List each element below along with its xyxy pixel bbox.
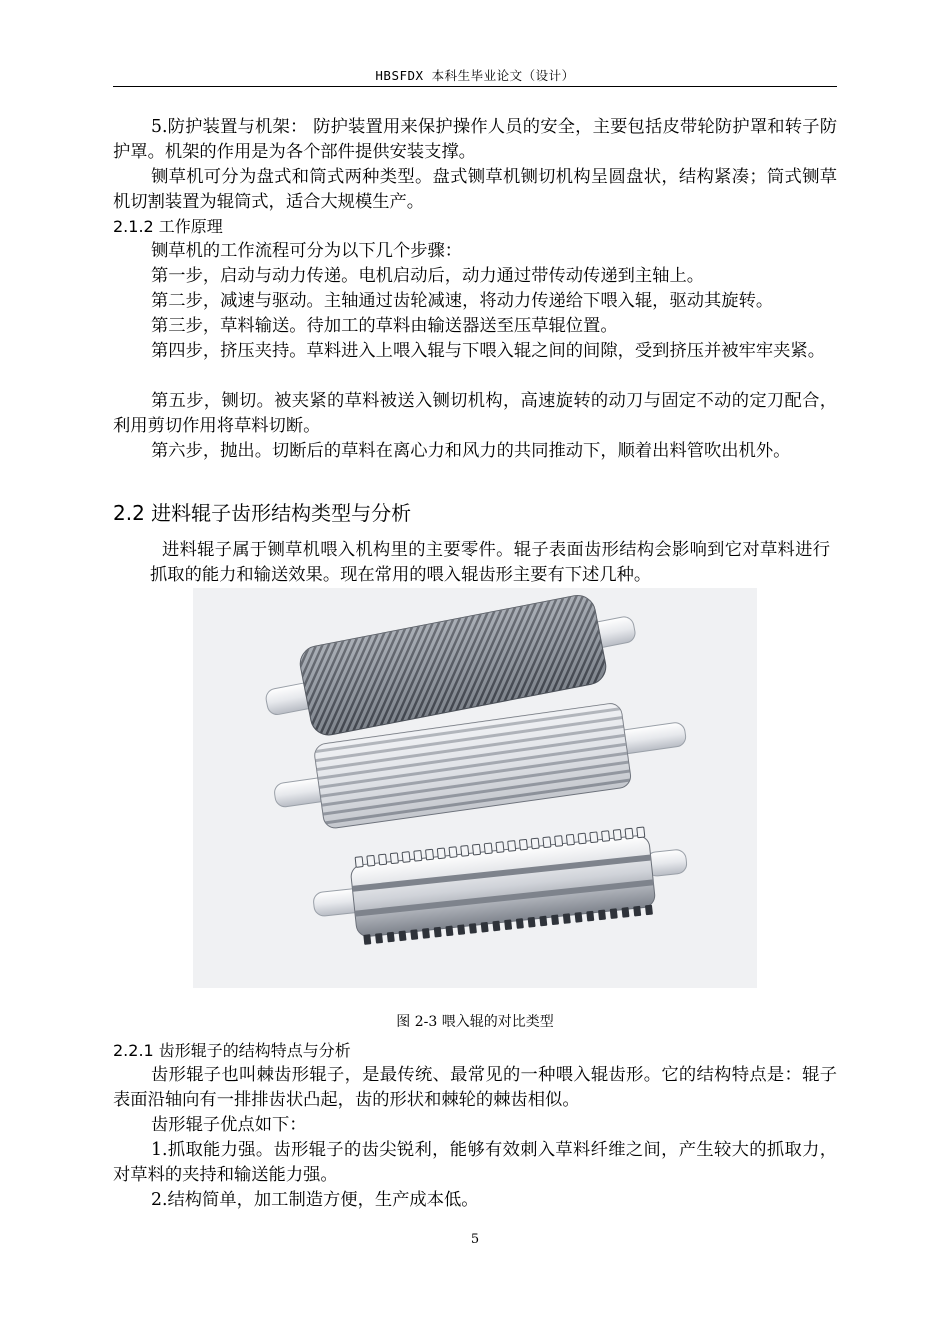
paragraph-roller-intro: 进料辊子属于铡草机喂入机构里的主要零件。辊子表面齿形结构会影响到它对草料进行抓取的能力和输送效果。现在常用的喂入辊齿形主要有下述几种。	[150, 540, 830, 585]
roller-tooth	[528, 917, 536, 928]
roller-tooth	[539, 916, 547, 927]
header-rule	[113, 86, 837, 87]
roller-tooth	[469, 923, 477, 934]
running-header: HBSFDX 本科生毕业论文（设计）	[375, 68, 575, 83]
roller-tooth	[367, 855, 375, 866]
roller-illustration	[193, 588, 757, 988]
roller-tooth	[414, 850, 422, 861]
paragraph-workflow-intro: 铡草机的工作流程可分为以下几个步骤：	[151, 241, 463, 261]
roller-tooth	[555, 836, 563, 847]
roller-tooth	[375, 933, 383, 944]
roller-tooth	[586, 911, 594, 922]
paragraph-types: 铡草机可分为盘式和筒式两种类型。盘式铡草机铡切机构呈圆盘状，结构紧凑；筒式铡草机切割装置为辊筒式，适合大规模生产。	[113, 167, 837, 212]
heading-2-2-1: 2.2.1 齿形辊子的结构特点与分析	[113, 1041, 351, 1060]
roller-tooth	[590, 832, 598, 843]
roller-tooth	[492, 921, 500, 932]
roller-tooth	[563, 913, 571, 924]
roller-tooth	[543, 837, 551, 848]
roller-tooth	[422, 928, 430, 939]
roller-tooth	[598, 910, 606, 921]
roller-tooth	[637, 827, 645, 838]
heading-2-1-2: 2.1.2 工作原理	[113, 217, 223, 236]
roller-tooth	[613, 829, 621, 840]
paragraph-step-5: 第五步，铡切。被夹紧的草料被送入铡切机构，高速旋转的动刀与固定不动的定刀配合，利用剪切作用将草料切断。	[113, 391, 837, 436]
roller-tooth	[449, 847, 457, 858]
paragraph-step-3: 第三步，草料输送。待加工的草料由输送器送至压草辊位置。	[151, 316, 618, 336]
roller-tooth	[355, 857, 363, 868]
roller-tooth	[379, 854, 387, 865]
heading-2-2: 2.2 进料辊子齿形结构类型与分析	[113, 501, 412, 525]
roller-tooth	[445, 926, 453, 937]
roller-tooth	[625, 828, 633, 839]
roller-tooth	[402, 852, 410, 863]
roller-tooth	[621, 907, 629, 918]
roller-tooth	[437, 848, 445, 859]
paragraph-advantage-2: 2.结构简单，加工制造方便，生产成本低。	[151, 1190, 479, 1210]
roller-tooth	[504, 919, 512, 930]
roller-tooth	[481, 922, 489, 933]
roller-tooth	[496, 842, 504, 853]
roller-tooth	[387, 932, 395, 943]
roller-tooth	[610, 908, 618, 919]
roller-tooth	[508, 841, 516, 852]
roller-tooth	[390, 853, 398, 864]
paragraph-step-2: 第二步，减速与驱动。主轴通过齿轮减速，将动力传递给下喂入辊，驱动其旋转。	[151, 291, 774, 311]
paragraph-step-6: 第六步，抛出。切断后的草料在离心力和风力的共同推动下，顺着出料管吹出机外。	[151, 441, 791, 461]
roller-tooth	[519, 839, 527, 850]
paragraph-advantages-intro: 齿形辊子优点如下：	[151, 1115, 307, 1135]
toothed-roller	[309, 823, 691, 950]
roller-tooth	[434, 927, 442, 938]
figure-caption: 图 2-3 喂入辊的对比类型	[396, 1014, 554, 1030]
paragraph-toothed-roller: 齿形辊子也叫棘齿形辊子，是最传统、最常见的一种喂入辊齿形。它的结构特点是：辊子表面沿轴向有一排排齿状凸起，齿的形状和棘轮的棘齿相似。	[113, 1065, 837, 1110]
paragraph-step-4: 第四步，挤压夹持。草料进入上喂入辊与下喂入辊之间的间隙，受到挤压并被牢牢夹紧。	[151, 341, 825, 361]
roller-tooth	[363, 934, 371, 945]
roller-tooth	[426, 849, 434, 860]
paragraph-step-1: 第一步，启动与动力传递。电机启动后，动力通过带传动传递到主轴上。	[151, 266, 705, 286]
roller-tooth	[578, 833, 586, 844]
paragraph-advantage-1: 1.抓取能力强。齿形辊子的齿尖锐利，能够有效刺入草料纤维之间，产生较大的抓取力，对草料的夹持和输送能力强。	[113, 1140, 837, 1185]
roller-tooth	[575, 912, 583, 923]
roller-tooth	[602, 831, 610, 842]
roller-tooth	[457, 924, 465, 935]
roller-tooth	[551, 914, 559, 925]
roller-tooth	[484, 843, 492, 854]
page-number: 5	[470, 1232, 480, 1247]
roller-tooth	[633, 906, 641, 917]
roller-tooth	[645, 905, 653, 916]
roller-tooth	[566, 834, 574, 845]
roller-comparison-figure	[193, 588, 757, 988]
roller-tooth	[410, 929, 418, 940]
roller-tooth	[531, 838, 539, 849]
roller-tooth	[399, 931, 407, 942]
roller-tooth	[461, 846, 469, 857]
roller-tooth	[516, 918, 524, 929]
paragraph-protection: 5.防护装置与机架： 防护装置用来保护操作人员的安全，主要包括皮带轮防护罩和转子防护罩。机架的作用是为各个部件提供安装支撑。	[113, 117, 837, 162]
roller-tooth	[472, 844, 480, 855]
